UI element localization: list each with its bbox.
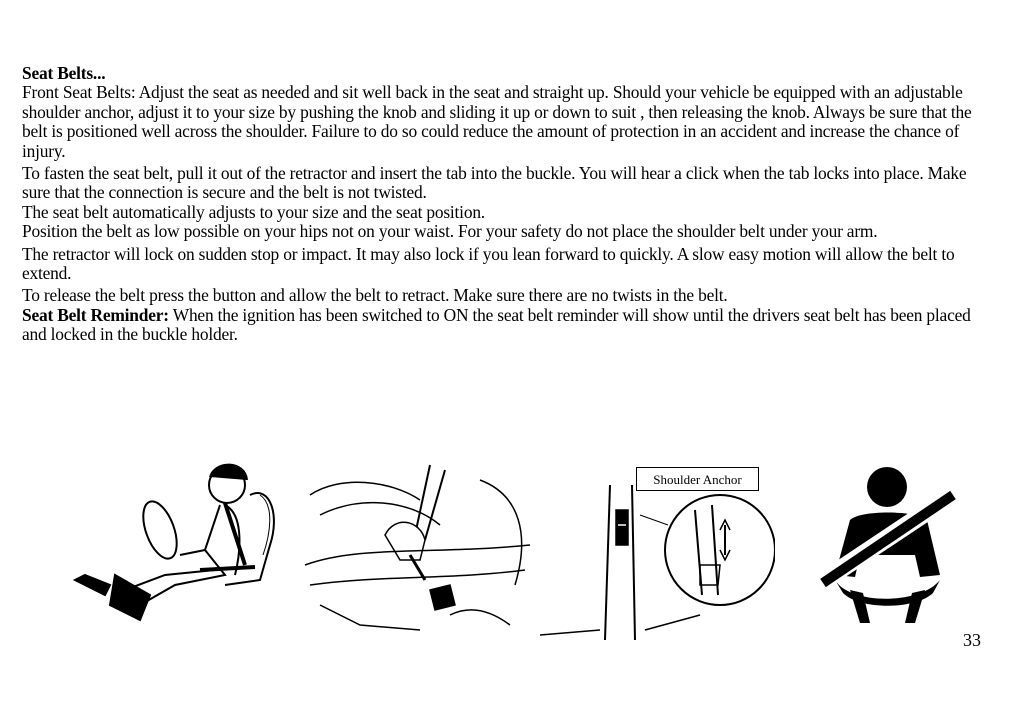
- page-number: 33: [963, 630, 981, 650]
- paragraph-front-seat-belts: Front Seat Belts: Adjust the seat as needed and sit well back in the seat and straight up. Should your vehicle be equipped with an adjustable shoulder anchor, adjust it to your size by pushing the knob and sliding it up or down to suit , then releasing the knob. Always be sure that the belt is positioned well across the shoulder. Failure to do so could reduce the amount of protection in an accident and increase the chance of injury.: [22, 82, 972, 161]
- paragraph-position-belt: Position the belt as low possible on your hips not on your waist. For your safety do not place the shoulder belt under your arm.: [22, 221, 878, 242]
- paragraph-fasten: To fasten the seat belt, pull it out of the retractor and insert the tab into the buckle. You will hear a click when the tab locks into place. Make sure that the connection is secure and the belt is not twisted.: [22, 163, 967, 203]
- paragraph-reminder: [22, 306, 987, 345]
- body-text: [22, 64, 987, 345]
- reminder-label: Seat Belt Reminder:: [22, 304, 169, 325]
- seat-belt-warning-icon: [815, 465, 965, 625]
- section-heading: Seat Belts...: [22, 63, 106, 83]
- paragraph-auto-adjust: The seat belt automatically adjusts to your size and the seat position.: [22, 201, 485, 222]
- paragraph-release: To release the belt press the button and allow the belt to retract. Make sure there are no twists in the belt.: [22, 285, 728, 306]
- buckle-insertion-illustration: [300, 455, 535, 635]
- driver-seated-illustration: [55, 455, 285, 635]
- paragraph-retractor-lock: The retractor will lock on sudden stop or impact. It may also lock if you lean forward to quickly. A slow easy motion will allow the belt to extend.: [22, 243, 955, 284]
- shoulder-anchor-label: Shoulder Anchor: [636, 467, 759, 491]
- reminder-text: When the ignition has been switched to ON the seat belt reminder will show until the drivers seat belt has been placed and locked in the buckle holder.: [22, 304, 971, 345]
